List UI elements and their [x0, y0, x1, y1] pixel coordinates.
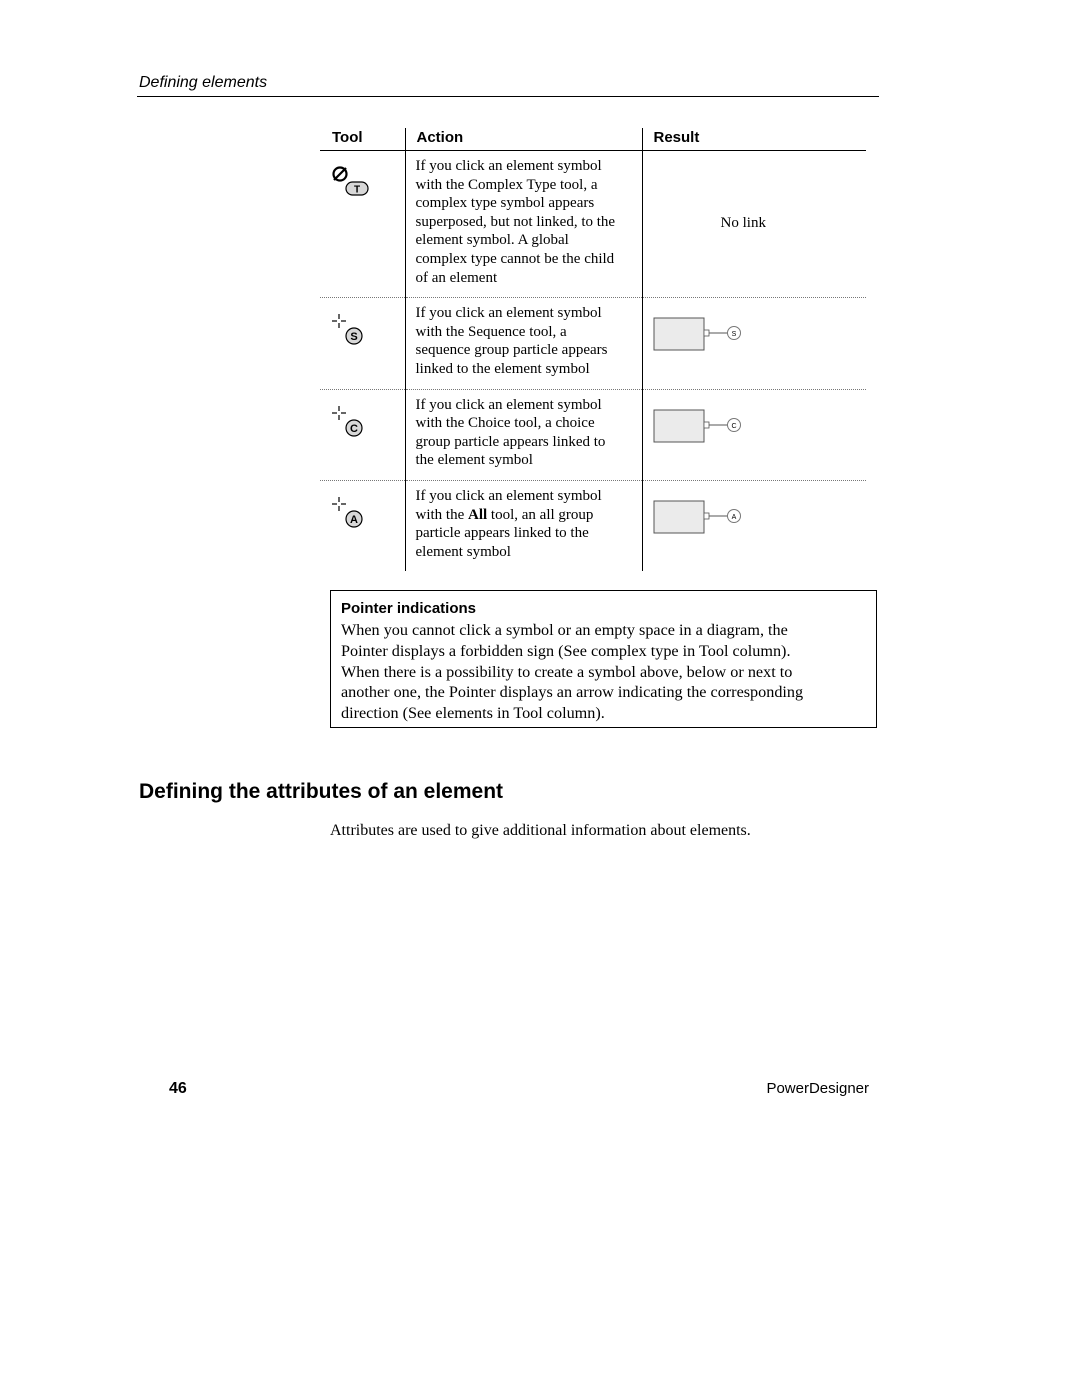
action-line-pre: with the [415, 506, 468, 523]
result-cell [642, 151, 866, 298]
forbidden-sign-complex-type-icon [331, 165, 371, 199]
action-line: the element symbol [415, 452, 533, 469]
action-line: If you click an element symbol [415, 305, 602, 322]
action-line-post: tool, an all group [487, 506, 594, 523]
result-cell [642, 298, 866, 389]
all-tool-icon [331, 495, 371, 529]
action-cell [405, 298, 642, 389]
action-line: linked to the element symbol [415, 360, 590, 377]
tool-cell [320, 480, 405, 571]
action-cell [405, 389, 642, 480]
result-cell [642, 389, 866, 480]
note-line: direction (See elements in Tool column). [341, 704, 605, 723]
column-header-tool: Tool [320, 128, 405, 151]
running-head: Defining elements [139, 74, 268, 91]
table-row [320, 298, 866, 389]
choice-particle-letter: C [730, 422, 737, 430]
action-line: superposed, but not linked, to the [415, 213, 616, 230]
note-body [341, 620, 861, 724]
note-line: another one, the Pointer displays an arrow indicating the corresponding [341, 683, 804, 702]
table-row [320, 389, 866, 480]
section-heading: Defining the attributes of an element [139, 780, 504, 803]
action-line: with the Complex Type tool, a [415, 176, 598, 193]
action-line: particle appears linked to the [415, 525, 589, 542]
tool-cell [320, 389, 405, 480]
action-cell [405, 480, 642, 571]
body-paragraph: Attributes are used to give additional information about elements. [330, 822, 751, 839]
choice-particle-diagram [653, 408, 763, 444]
action-cell [405, 151, 642, 298]
choice-tool-icon [331, 404, 371, 438]
action-line: If you click an element symbol [415, 487, 602, 504]
action-line: complex type symbol appears [415, 195, 595, 212]
result-cell [642, 480, 866, 571]
sequence-tool-letter: S [350, 331, 358, 344]
action-line: If you click an element symbol [415, 158, 602, 174]
table-row [320, 480, 866, 571]
tool-cell [320, 151, 405, 298]
action-line: group particle appears linked to [415, 433, 606, 450]
all-particle-letter: A [731, 513, 736, 521]
note-line: Pointer displays a forbidden sign (See complex type in Tool column). [341, 641, 791, 660]
sequence-particle-letter: S [731, 331, 736, 339]
action-line: sequence group particle appears [415, 342, 608, 359]
note-line: When you cannot click a symbol or an empty space in a diagram, the [341, 621, 788, 639]
header-rule [137, 96, 879, 97]
action-line: of an element [415, 269, 498, 286]
complex-type-tool-letter: T [353, 184, 361, 196]
all-particle-diagram [653, 499, 763, 535]
action-line: element symbol. A global [415, 232, 569, 249]
product-name: PowerDesigner [766, 1080, 869, 1097]
sequence-particle-diagram [653, 316, 763, 352]
note-line: When there is a possibility to create a symbol above, below or next to [341, 662, 793, 681]
action-line: If you click an element symbol [415, 396, 602, 413]
table-header-row [320, 128, 866, 151]
pointer-indications-note [330, 590, 877, 728]
action-line: with the Sequence tool, a [415, 323, 567, 340]
all-tool-letter: A [350, 513, 358, 526]
choice-tool-letter: C [350, 422, 358, 435]
action-line [416, 506, 632, 525]
action-line: complex type cannot be the child [415, 250, 615, 267]
result-no-link: No link [720, 215, 766, 231]
action-line: element symbol [415, 543, 511, 560]
column-header-result: Result [642, 128, 866, 151]
tool-cell [320, 298, 405, 389]
tool-action-result-table [320, 128, 866, 571]
action-line: with the Choice tool, a choice [415, 415, 595, 432]
note-title: Pointer indications [341, 600, 477, 617]
all-tool-name: All [468, 506, 488, 523]
sequence-tool-icon [331, 312, 371, 346]
column-header-action: Action [405, 128, 642, 151]
table-row [320, 151, 866, 298]
page-number: 46 [169, 1080, 187, 1097]
